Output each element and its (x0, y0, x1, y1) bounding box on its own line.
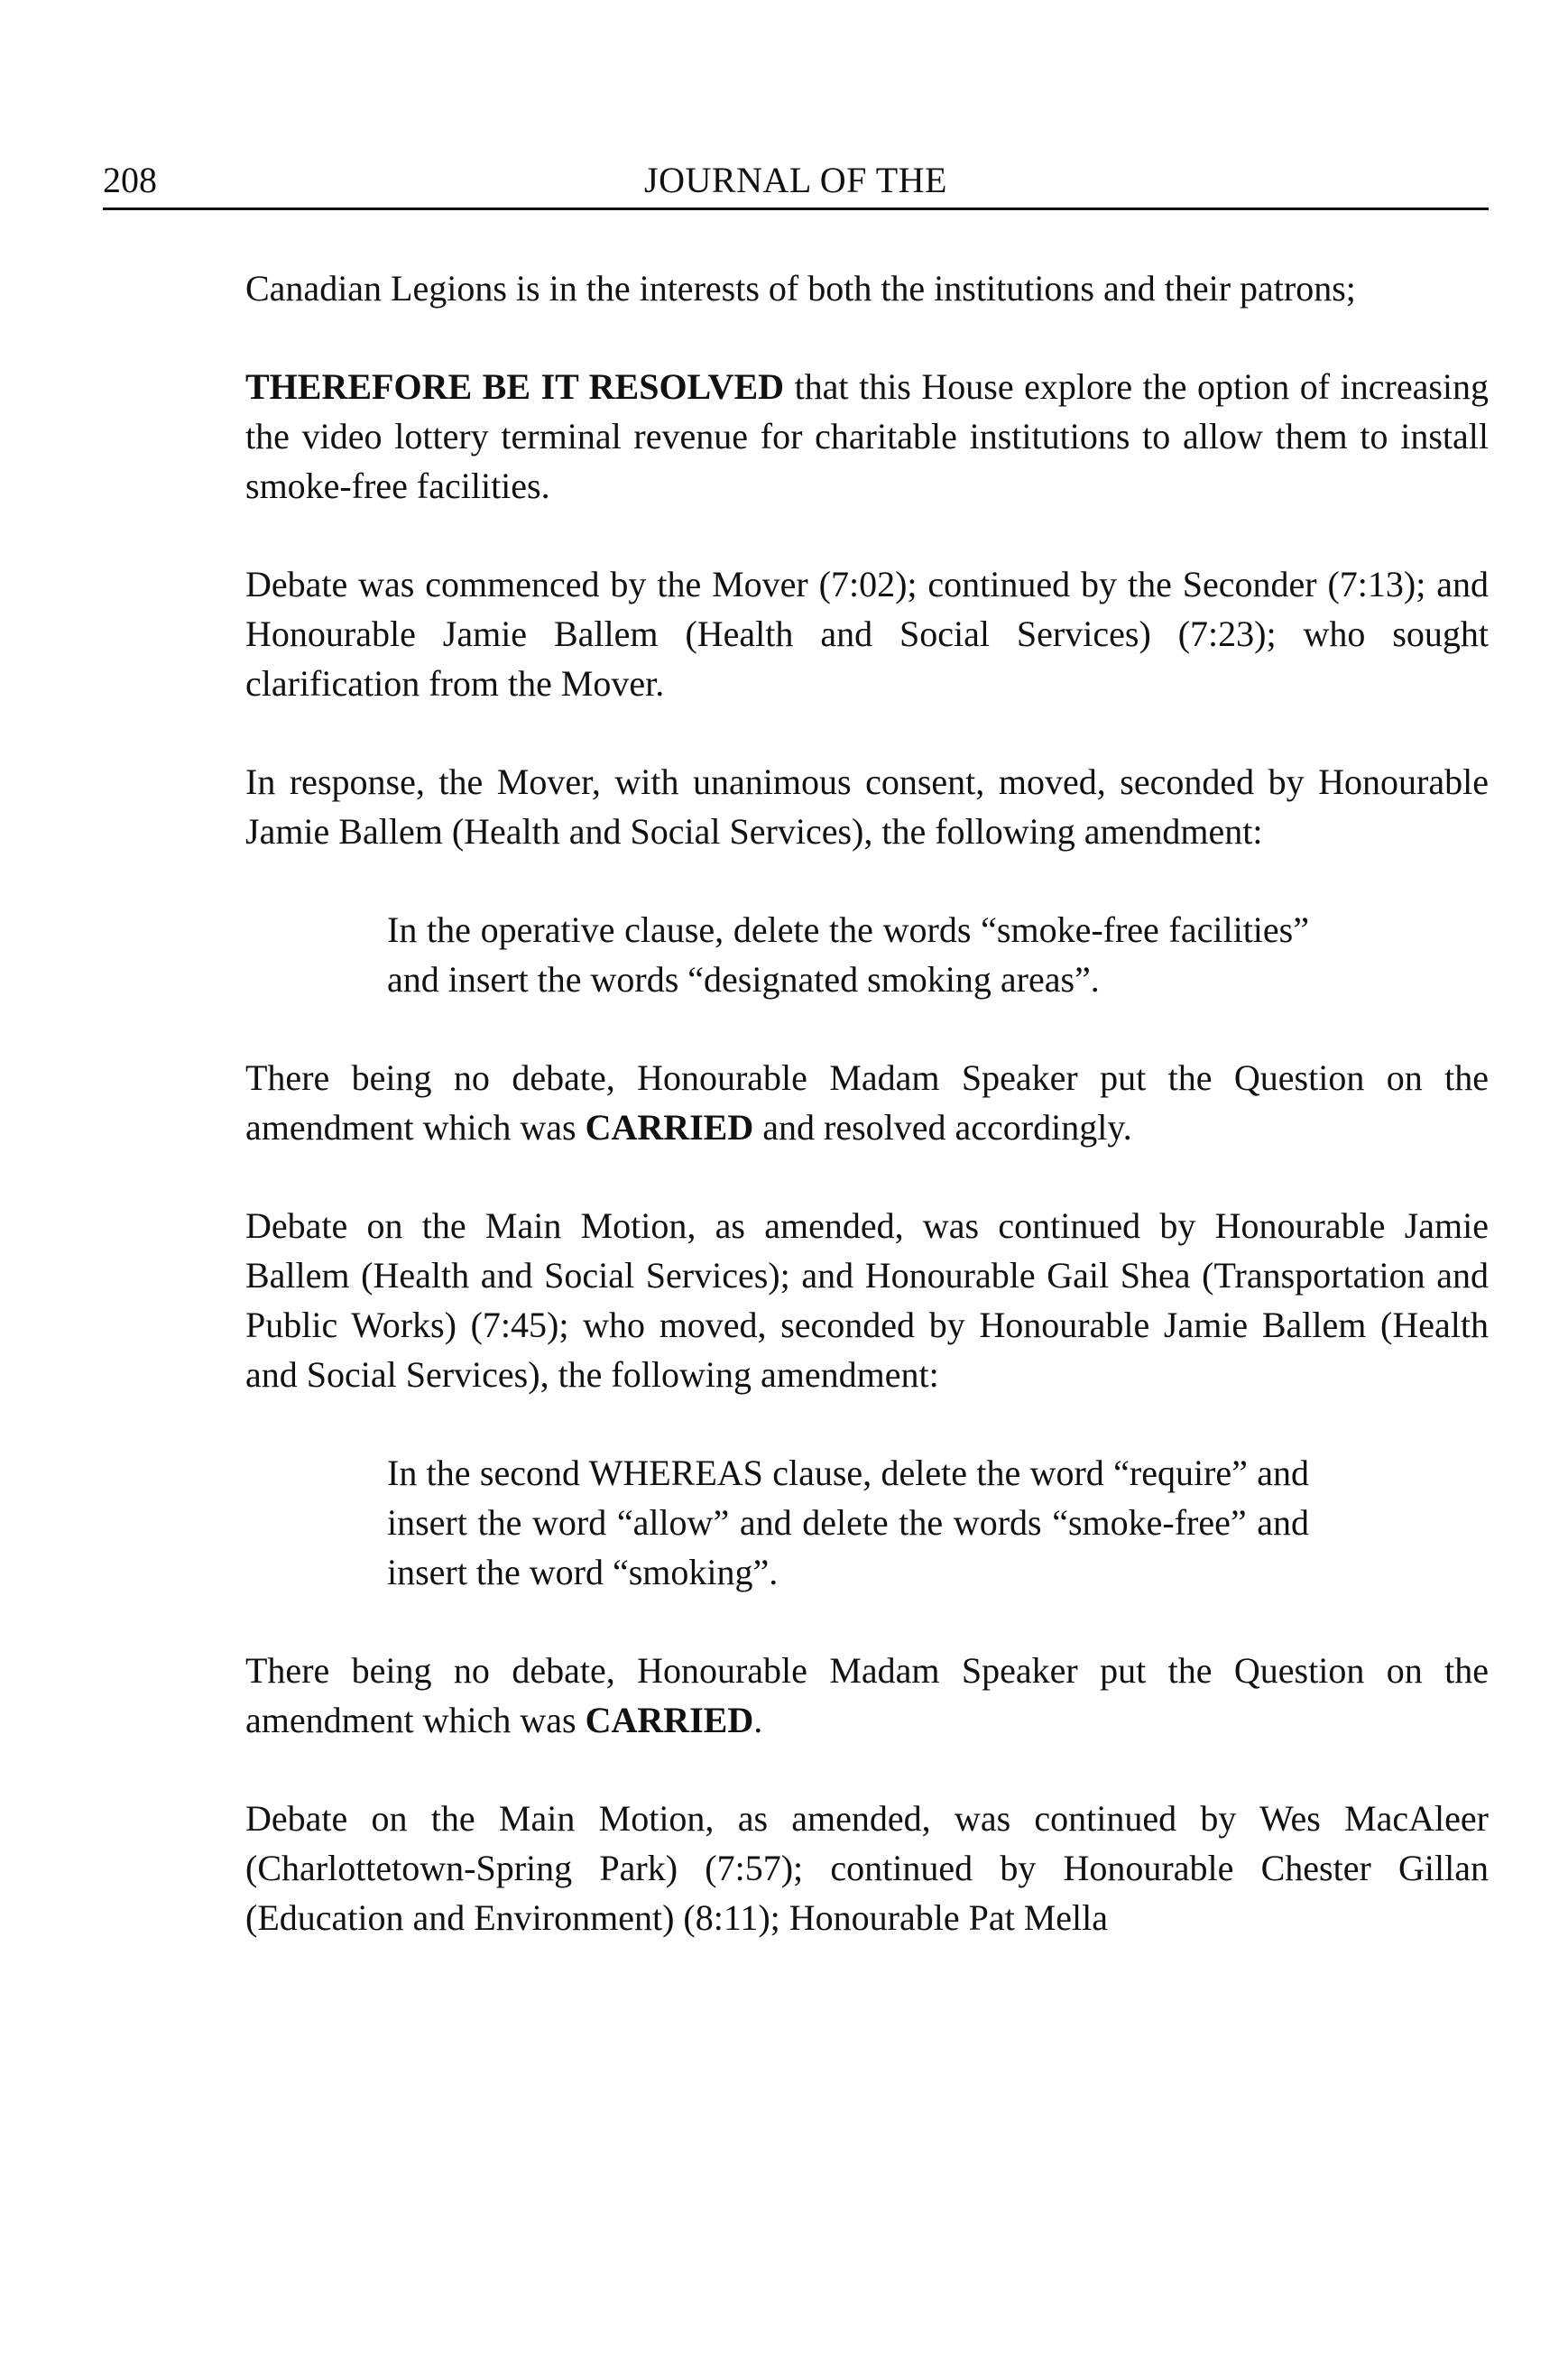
carried-status: CARRIED (585, 1107, 754, 1148)
paragraph-gap (245, 1745, 1489, 1794)
paragraph-gap (245, 1152, 1489, 1201)
debate-commenced-paragraph: Debate was commenced by the Mover (7:02); continued by the Seconder (7:13); and Honourable Jamie Ballem (Health and Social Services) (7:23); who sought clarification from the Mover. (245, 564, 1489, 704)
carried-status: CARRIED (585, 1700, 754, 1740)
question-carried-paragraph (245, 1053, 1489, 1152)
resolution-text: that this House explore the option of increasing the video lottery terminal revenue for charitable institutions to allow them to install smoke-free facilities. (245, 366, 1490, 506)
paragraph-patrons: Canadian Legions is in the interests of both the institutions and their patrons; (245, 268, 1356, 309)
paragraph-gap (245, 1597, 1489, 1646)
paragraph-gap (245, 708, 1489, 757)
running-title: JOURNAL OF THE (644, 160, 947, 200)
question-text-end: . (753, 1700, 763, 1740)
amendment-quote-whereas-clause: In the second WHEREAS clause, delete the word “require” and insert the word “allow” and delete the words “smoke-free” and insert the word “smoking”. (387, 1453, 1309, 1592)
journal-text (245, 263, 1489, 1942)
question-text-end: and resolved accordingly. (753, 1107, 1132, 1148)
amendment-quote-operative-clause: In the operative clause, delete the words “smoke-free facilities” and insert the words “designated smoking areas”. (387, 909, 1309, 1000)
resolution-paragraph (245, 362, 1489, 511)
paragraph-gap (245, 856, 1489, 905)
page-number: 208 (103, 160, 157, 200)
paragraph-gap (245, 1004, 1489, 1053)
paragraph-gap (245, 511, 1489, 559)
page-header (103, 159, 1489, 210)
question-text: There being no debate, Honourable Madam Speaker put the Question on the amendment which was (245, 1650, 1489, 1740)
response-paragraph: In response, the Mover, with unanimous consent, moved, seconded by Honourable Jamie Ballem (Health and Social Services), the following amendment: (245, 761, 1489, 852)
question-text: There being no debate, Honourable Madam Speaker put the Question on the amendment which was (245, 1057, 1489, 1148)
question-carried-paragraph-second (245, 1646, 1489, 1745)
main-motion-debate-paragraph: Debate on the Main Motion, as amended, was continued by Honourable Jamie Ballem (Health and Social Services); and Honourable Gail Shea (Transportation and Public Works) (7:45); who moved, seconded by Honourable Jamie Ballem (Health and Social Services), the following amendment: (245, 1205, 1489, 1395)
paragraph-gap (245, 1399, 1489, 1448)
main-motion-continued-paragraph: Debate on the Main Motion, as amended, was continued by Wes MacAleer (Charlottetown-Spring Park) (7:57); continued by Honourable Chester Gillan (Education and Environment) (8:11); Honourable Pat Mella (245, 1798, 1489, 1938)
paragraph-gap (245, 313, 1489, 362)
resolution-lead: THEREFORE BE IT RESOLVED (245, 366, 785, 407)
